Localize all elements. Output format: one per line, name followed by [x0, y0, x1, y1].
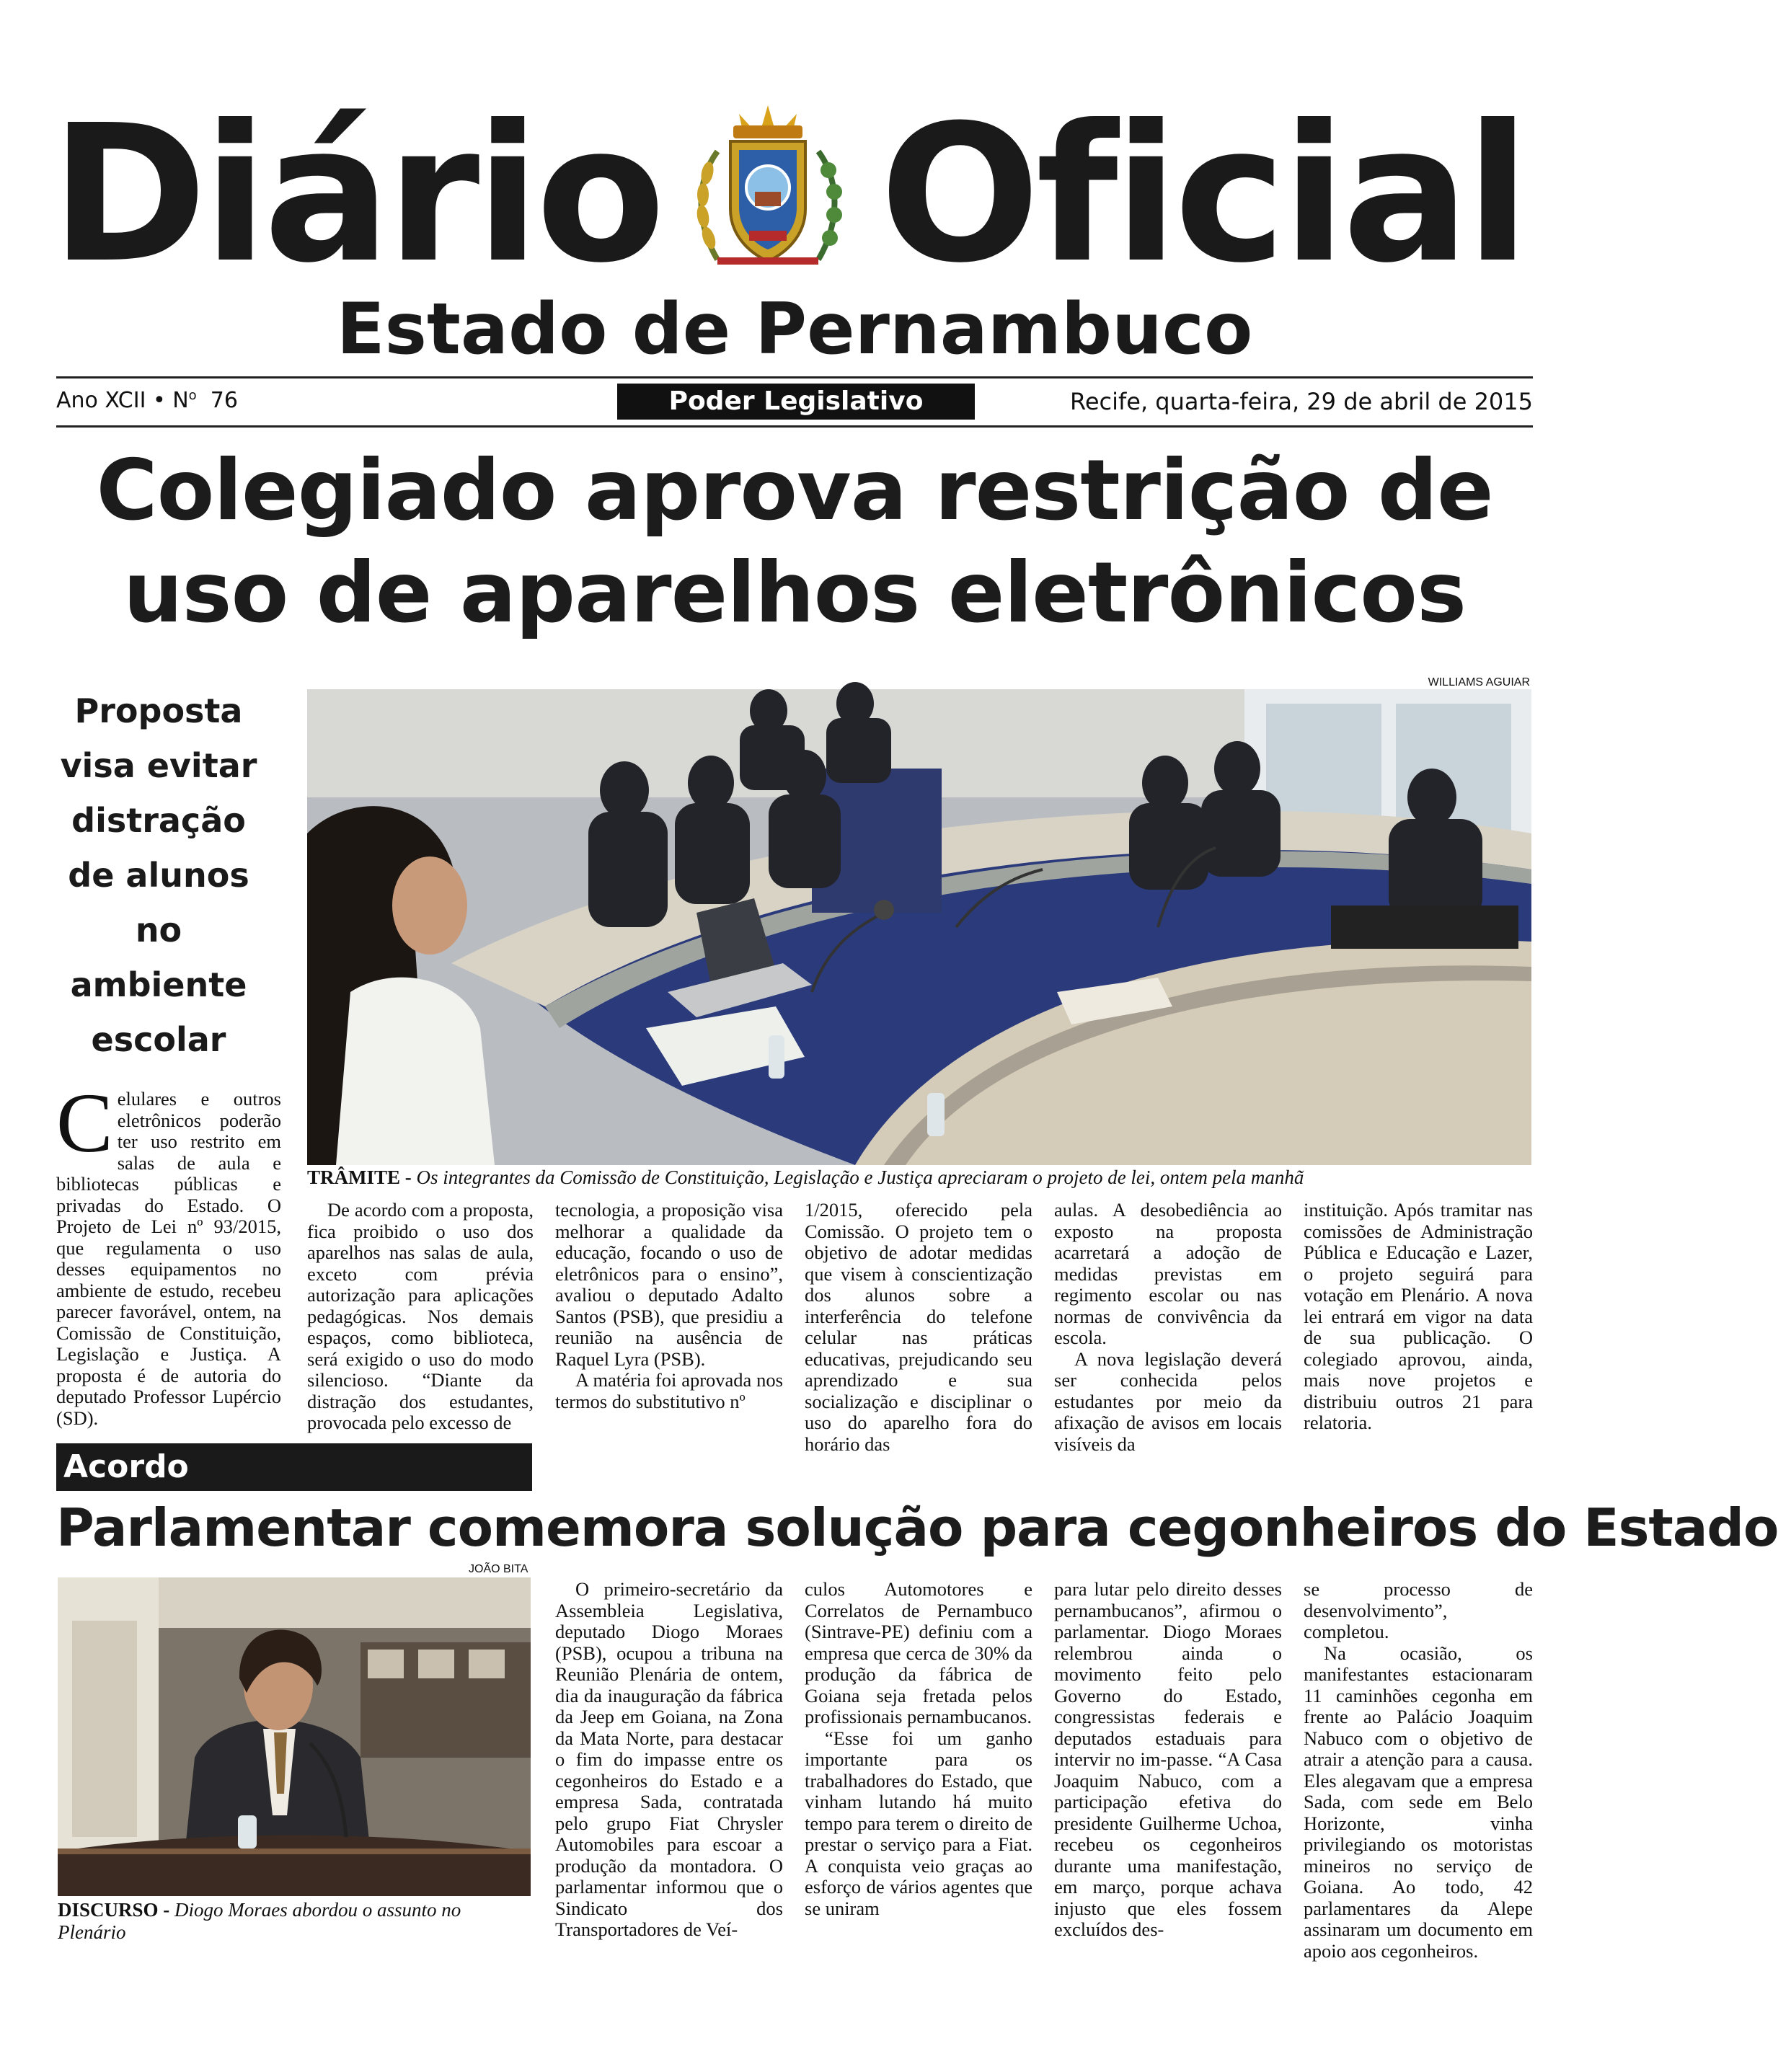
section-banner: Poder Legislativo	[617, 384, 975, 420]
committee-meeting-photo	[307, 689, 1531, 1165]
article2-column-2	[805, 1579, 1032, 1919]
article-column-5	[1054, 1200, 1282, 1455]
column-text: culos Automotores e Correlatos de Pernambuco (Sintrave-PE) definiu com a empresa que cerca de 30% da produção da fábrica de Goiana seja fretada pelos profissionais pernambucanos.	[805, 1578, 1032, 1727]
masthead-title-left: Diário	[50, 84, 662, 304]
column-text: A matéria foi aprovada nos termos do substitutivo nº	[555, 1369, 783, 1412]
deck-line: visa evitar	[60, 746, 257, 785]
column-text: Na ocasião, os manifestantes estacionaram 11 caminhões cegonha em frente ao Palácio Joaquim Nabuco com o objetivo de atrair a atenção para a causa. Eles alegavam que a empresa Sada, com sede em Belo Horizonte, vinha privilegiando os motoristas mineiros no serviço de Goiana. Ao todo, 42 parlamentares da Alepe assinaram um documento em apoio aos cegonheiros.	[1304, 1642, 1533, 1962]
column-text: aulas. A desobediência ao exposto na proposta acarretará a adoção de medidas previstas em regimento escolar ou nas normas de convivência da escola.	[1054, 1199, 1282, 1348]
article2-column-3	[1054, 1579, 1282, 1941]
photo-credit: JOÃO BITA	[469, 1563, 528, 1575]
column-text: 1/2015, oferecido pela Comissão. O projeto tem o objetivo de adotar medidas que visem à conscientização dos alunos sobre a interferência do telefone celular nas práticas educativas, prejudicando seu aprendizado e sua socialização e disciplinar o uso do aparelho fora do horário das	[805, 1199, 1032, 1455]
deck-line: ambiente	[70, 965, 247, 1004]
story-deck	[50, 683, 267, 1067]
article-column-4	[805, 1200, 1032, 1455]
column-text: instituição. Após tramitar nas comissões de Administração Pública e Educação e Lazer, o projeto seguirá para votação em Plenário. A nova lei entrará em vigor na data de sua publicação. O colegiado aprovou, ainda, mais nove projetos e distribuiu outros 21 para relatoria.	[1304, 1199, 1533, 1433]
speaker-at-podium-photo	[58, 1577, 531, 1896]
main-headline	[43, 440, 1546, 645]
secondary-headline: Parlamentar comemora solução para cegonheiros do Estado	[56, 1497, 1778, 1558]
deck-line: escolar	[91, 1020, 226, 1059]
edition-number: Ano XCII • $N^o$ 76	[56, 388, 238, 413]
main-headline-line1: Colegiado aprova restrição de	[96, 442, 1493, 539]
caption-label: TRÂMITE -	[307, 1166, 412, 1188]
section-kicker: Acordo	[56, 1443, 532, 1491]
caption-text: Os integrantes da Comissão de Constituição, Legislação e Justiça apreciaram o projeto de lei, ontem pela manhã	[416, 1166, 1304, 1188]
photo-caption	[307, 1166, 1533, 1189]
column-text: tecnologia, a proposição visa melhorar a qualidade da educação, focando o uso de eletrônicos para o ensino”, avaliou o deputado Adalto Santos (PSB), que presidiu a reunião na ausência de Raquel Lyra (PSB).	[555, 1199, 783, 1370]
dateline: Recife, quarta-feira, 29 de abril de 2015	[1070, 388, 1533, 415]
column-text: “Esse foi um ganho importante para os trabalhadores do Estado, que vinham lutando há muito tempo para terem o direito de prestar o serviço para a Fiat. A conquista veio graças ao esforço de vários agentes que se uniram	[805, 1727, 1032, 1919]
article-column-3	[555, 1200, 783, 1412]
caption-text: Diogo Moraes abordou o assunto no Plenário	[58, 1899, 461, 1943]
article-column-2	[307, 1200, 534, 1434]
article2-column-1	[555, 1579, 783, 1941]
column-text: De acordo com a proposta, fica proibido o uso dos aparelhos nas salas de aula, exceto com prévia autorização para aplicações pedagógicas. Nos demais espaços, como biblioteca, será exigido o uso do modo silencioso. “Diante da distração dos estudantes, provocada pelo excesso de	[307, 1199, 534, 1433]
masthead-subtitle: Estado de Pernambuco	[336, 288, 1253, 371]
column-text: para lutar pelo direito desses pernambucanos”, afirmou o parlamentar. Diogo Moraes relembrou ainda o movimento feito pelo Governo do Estado, congressistas federais e deputados estaduais para intervir no im-passe. “A Casa Joaquim Nabuco, com a participação efetiva do presidente Guilherme Uchoa, recebeu os cegonheiros durante uma manifestação, em março, porque achava injusto que eles fossem excluídos des-	[1054, 1578, 1282, 1940]
deck-line: de alunos	[68, 856, 249, 895]
bottom-rule	[56, 425, 1533, 428]
article-column-1	[56, 1076, 281, 1429]
article2-column-4	[1304, 1579, 1533, 1962]
column-text: elulares e outros eletrônicos poderão ter uso restrito em salas de aula e bibliotecas públicas e privadas do Estado. O Projeto de Lei nº 93/2015, que regulamenta o uso desses equipamentos no ambiente de estudo, recebeu parecer favorável, ontem, na Comissão de Constituição, Legislação e Justiça. A proposta é de autoria do deputado Professor Lupércio (SD).	[56, 1088, 281, 1429]
caption-label: DISCURSO -	[58, 1899, 170, 1921]
drop-cap: C	[56, 1076, 113, 1170]
article-column-6	[1304, 1200, 1533, 1434]
photo-caption	[58, 1899, 534, 1944]
photo-credit: WILLIAMS AGUIAR	[1428, 676, 1530, 689]
main-headline-line2: uso de aparelhos eletrônicos	[123, 544, 1467, 642]
deck-line: distração	[71, 801, 246, 840]
column-text: se processo de desenvolvimento”, completou.	[1304, 1578, 1533, 1642]
column-text: A nova legislação deverá ser conhecida pelos estudantes por meio da afixação de avisos em locais visíveis da	[1054, 1347, 1282, 1455]
column-text: O primeiro-secretário da Assembleia Legislativa, deputado Diogo Moraes (PSB), ocupou a tribuna na Reunião Plenária de ontem, dia da inauguração da fábrica da Jeep em Goiana, na Zona da Mata Norte, para destacar o fim do impasse entre os cegonheiros do Estado e a empresa Sada, contratada pelo grupo Fiat Chrysler Automobiles para escoar a produção da montadora. O parlamentar informou que o Sindicato dos Transportadores de Veí-	[555, 1578, 783, 1940]
coat-of-arms-emblem	[689, 101, 847, 274]
masthead-title-right: Oficial	[880, 84, 1526, 304]
deck-line: no	[135, 911, 182, 949]
deck-line: Proposta	[74, 691, 243, 730]
top-rule	[56, 376, 1533, 378]
